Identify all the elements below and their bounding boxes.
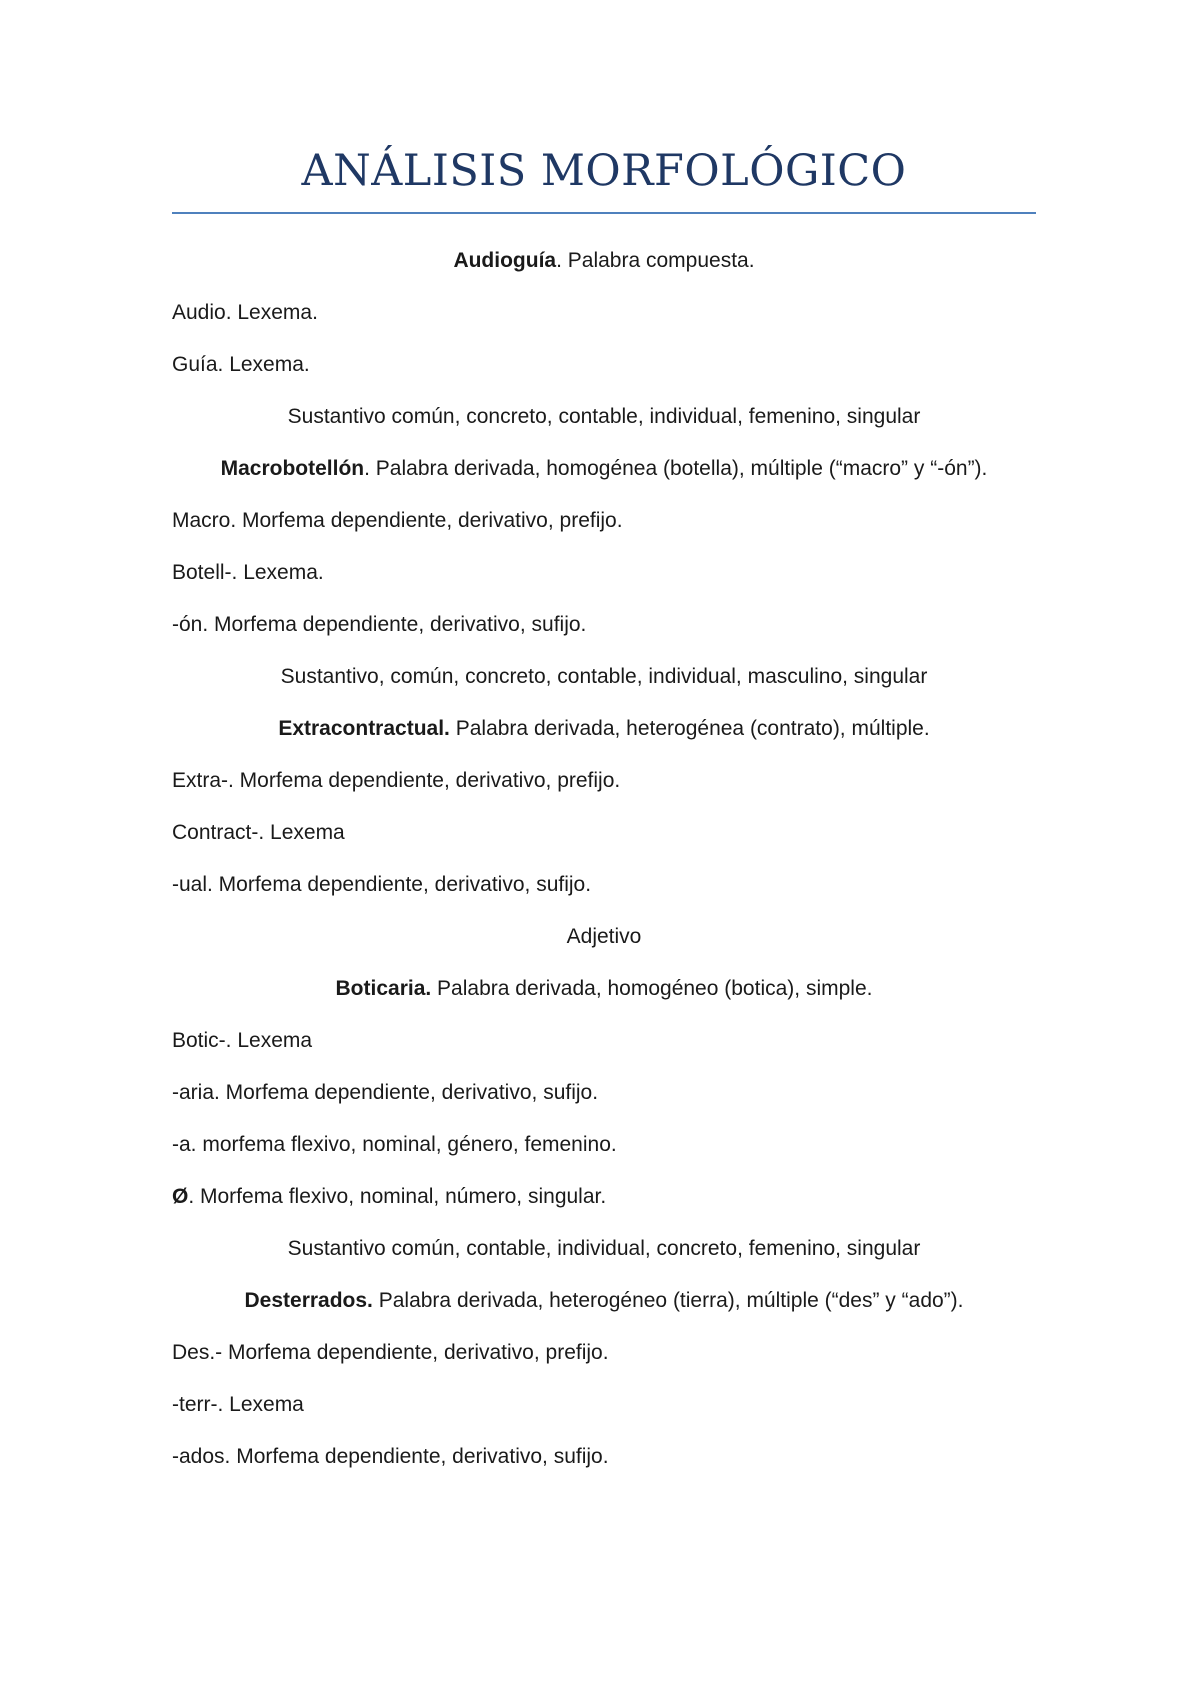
paragraph bbox=[172, 1286, 1036, 1316]
paragraph-text: Adjetivo bbox=[566, 925, 642, 948]
paragraph-text: Botic-. Lexema bbox=[172, 1029, 313, 1052]
paragraph bbox=[172, 974, 1036, 1004]
paragraph bbox=[172, 610, 1036, 640]
paragraph-text: . Palabra derivada, homogénea (botella), múltiple (“macro” y “-ón”). bbox=[364, 457, 988, 480]
term-bold: Boticaria. bbox=[335, 977, 432, 1000]
term-bold: Macrobotellón bbox=[220, 457, 365, 480]
paragraph bbox=[172, 246, 1036, 276]
paragraph bbox=[172, 350, 1036, 380]
paragraph-text: . Morfema flexivo, nominal, número, singular. bbox=[188, 1185, 607, 1208]
paragraph bbox=[172, 870, 1036, 900]
paragraph-text: -aria. Morfema dependiente, derivativo, sufijo. bbox=[172, 1081, 599, 1104]
paragraph bbox=[172, 1234, 1036, 1264]
paragraph bbox=[172, 1338, 1036, 1368]
paragraph bbox=[172, 1078, 1036, 1108]
paragraph-text: -ón. Morfema dependiente, derivativo, sufijo. bbox=[172, 613, 587, 636]
paragraph-text: Botell-. Lexema. bbox=[172, 561, 324, 584]
paragraph bbox=[172, 1130, 1036, 1160]
paragraph-text: Palabra derivada, heterogéneo (tierra), múltiple (“des” y “ado”). bbox=[372, 1289, 964, 1312]
paragraph bbox=[172, 298, 1036, 328]
term-bold: Audioguía bbox=[453, 249, 557, 272]
paragraph-text: Sustantivo, común, concreto, contable, individual, masculino, singular bbox=[280, 665, 928, 688]
title-underline-divider bbox=[172, 212, 1036, 214]
paragraph-text: Palabra derivada, homogéneo (botica), simple. bbox=[431, 977, 873, 1000]
paragraph-text: -ual. Morfema dependiente, derivativo, sufijo. bbox=[172, 873, 592, 896]
document-title: ANÁLISIS MORFOLÓGICO bbox=[301, 146, 907, 196]
paragraph bbox=[172, 402, 1036, 432]
paragraph bbox=[172, 922, 1036, 952]
paragraph bbox=[172, 558, 1036, 588]
paragraph bbox=[172, 454, 1036, 484]
paragraph-text: -a. morfema flexivo, nominal, género, femenino. bbox=[172, 1133, 617, 1156]
paragraph bbox=[172, 766, 1036, 796]
term-bold: Desterrados. bbox=[244, 1289, 373, 1312]
paragraph-text: Guía. Lexema. bbox=[172, 353, 310, 376]
paragraph-text: Contract-. Lexema bbox=[172, 821, 345, 844]
paragraph bbox=[172, 662, 1036, 692]
paragraph-text: Palabra derivada, heterogénea (contrato), múltiple. bbox=[449, 717, 930, 740]
document-body bbox=[172, 246, 1036, 1494]
paragraph bbox=[172, 1182, 1036, 1212]
paragraph-text: Extra-. Morfema dependiente, derivativo, prefijo. bbox=[172, 769, 621, 792]
paragraph bbox=[172, 818, 1036, 848]
paragraph-text: Des.- Morfema dependiente, derivativo, prefijo. bbox=[172, 1341, 609, 1364]
paragraph-text: Sustantivo común, concreto, contable, individual, femenino, singular bbox=[287, 405, 921, 428]
paragraph bbox=[172, 1026, 1036, 1056]
paragraph-text: Macro. Morfema dependiente, derivativo, prefijo. bbox=[172, 509, 623, 532]
paragraph-text: Audio. Lexema. bbox=[172, 301, 318, 324]
paragraph bbox=[172, 1390, 1036, 1420]
paragraph-text: -terr-. Lexema bbox=[172, 1393, 304, 1416]
term-bold: Extracontractual. bbox=[278, 717, 450, 740]
paragraph-text: -ados. Morfema dependiente, derivativo, sufijo. bbox=[172, 1445, 609, 1468]
term-bold: Ø bbox=[172, 1185, 189, 1208]
paragraph-text: Sustantivo común, contable, individual, concreto, femenino, singular bbox=[287, 1237, 921, 1260]
paragraph bbox=[172, 506, 1036, 536]
paragraph bbox=[172, 1442, 1036, 1472]
paragraph bbox=[172, 714, 1036, 744]
paragraph-text: . Palabra compuesta. bbox=[556, 249, 755, 272]
